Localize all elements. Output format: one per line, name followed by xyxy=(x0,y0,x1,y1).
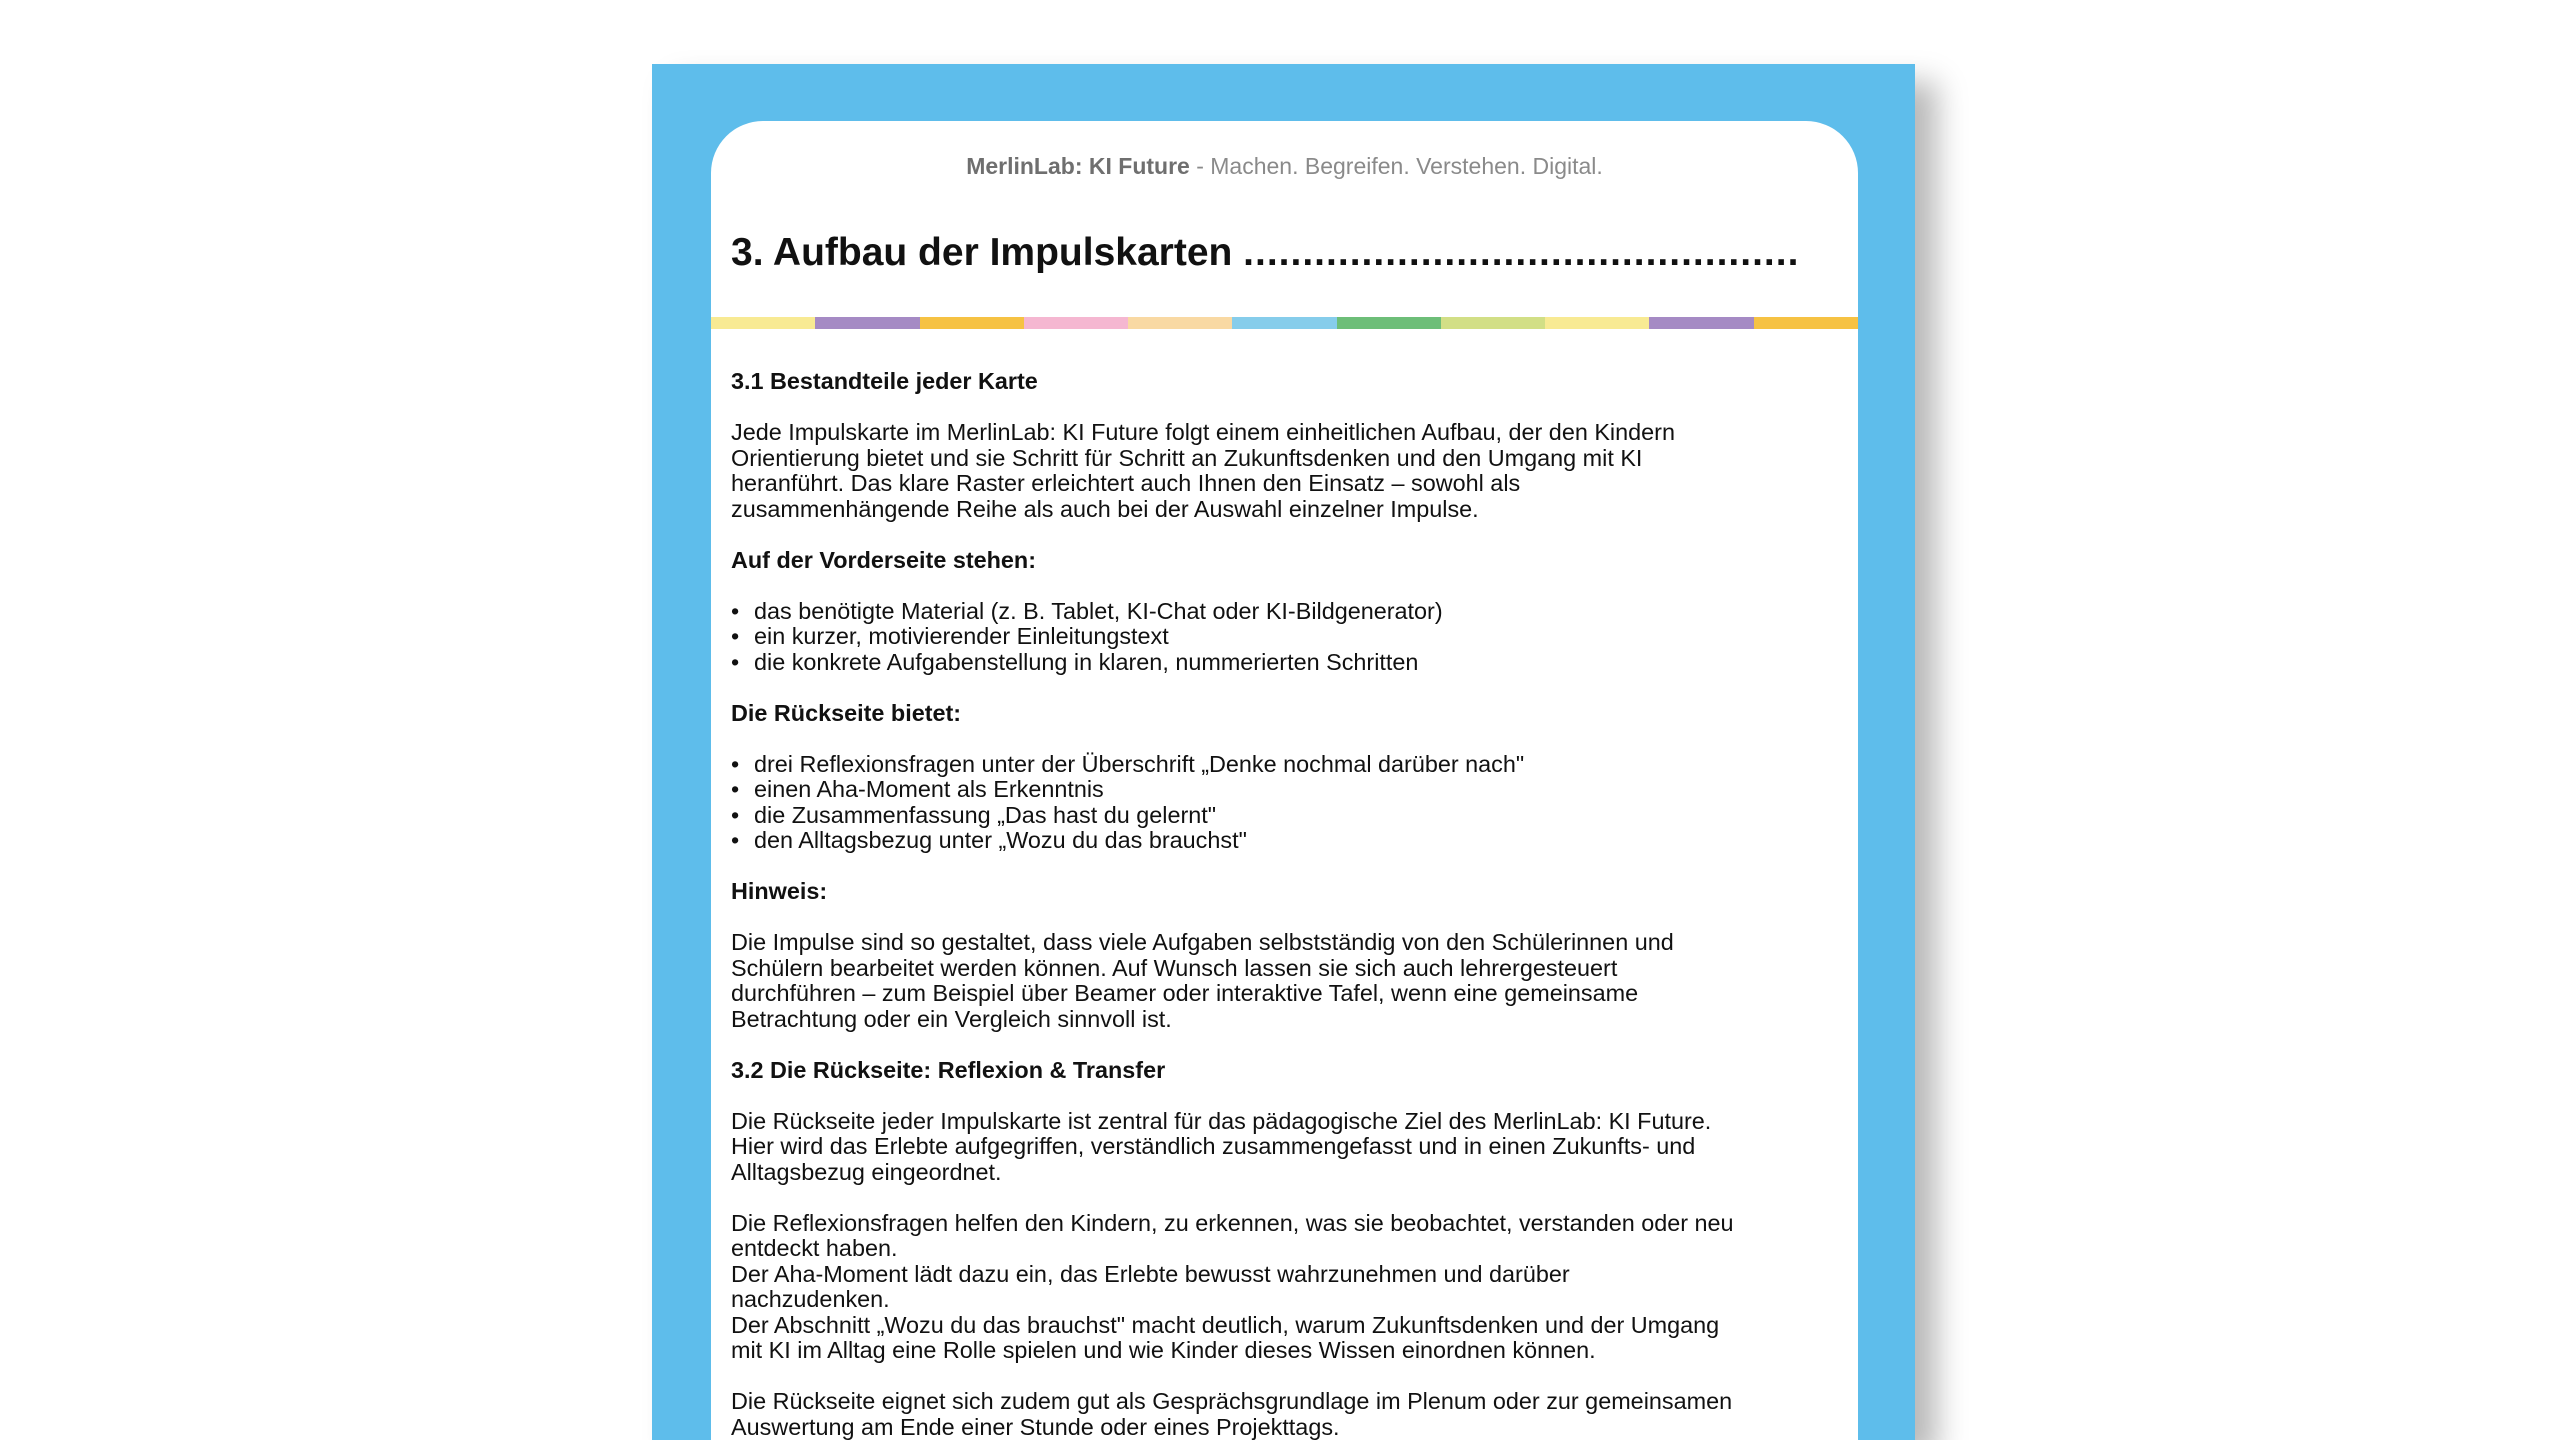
color-stripe-segment xyxy=(1545,317,1649,329)
page-title-text: 3. Aufbau der Impulskarten xyxy=(731,231,1244,274)
intro-paragraph xyxy=(731,420,1846,522)
header-brand: MerlinLab: KI Future xyxy=(966,153,1190,179)
header-tagline: - Machen. Begreifen. Verstehen. Digital. xyxy=(1189,153,1603,179)
text-line: Alltagsbezug eingeordnet. xyxy=(731,1158,1002,1185)
text-line: entdeckt haben. xyxy=(731,1235,898,1261)
text-line: Betrachtung oder ein Vergleich sinnvoll ist. xyxy=(731,1005,1172,1032)
list-item: • das benötigte Material (z. B. Tablet, KI-Chat oder KI-Bildgenerator) xyxy=(731,599,1846,625)
back-heading: Die Rückseite bietet: xyxy=(731,699,962,726)
document-content xyxy=(731,369,1846,1440)
color-stripe-segment xyxy=(1128,317,1232,329)
color-stripe-segment xyxy=(920,317,1024,329)
color-stripe-segment xyxy=(1024,317,1128,329)
text-line: Orientierung bietet und sie Schritt für Schritt an Zukunftsdenken und den Umgang mit KI xyxy=(731,444,1643,471)
text-line: Schülern bearbeitet werden können. Auf Wunsch lassen sie sich auch lehrergesteuert xyxy=(731,954,1618,981)
text-line: Die Rückseite jeder Impulskarte ist zentral für das pädagogische Ziel des MerlinLab: KI Future. xyxy=(731,1107,1712,1134)
color-stripe-segment xyxy=(1754,317,1858,329)
text-line: Der Aha-Moment lädt dazu ein, das Erlebte bewusst wahrzunehmen und darüber xyxy=(731,1260,1570,1287)
backside-paragraph-2 xyxy=(731,1211,1846,1364)
list-item: • einen Aha-Moment als Erkenntnis xyxy=(731,777,1846,803)
color-stripe-segment xyxy=(1649,317,1753,329)
backside-paragraph-3 xyxy=(731,1389,1846,1440)
list-item: • drei Reflexionsfragen unter der Überschrift „Denke nochmal darüber nach" xyxy=(731,752,1846,778)
text-line: heranführt. Das klare Raster erleichtert auch Ihnen den Einsatz – sowohl als xyxy=(731,470,1521,496)
backside-paragraph-1 xyxy=(731,1109,1846,1186)
note-paragraph xyxy=(731,930,1846,1032)
color-stripe-segment xyxy=(1232,317,1336,329)
text-line: mit KI im Alltag eine Rolle spielen und wie Kinder dieses Wissen einordnen können. xyxy=(731,1337,1596,1363)
color-stripe-segment xyxy=(1337,317,1441,329)
list-item: • ein kurzer, motivierender Einleitungstext xyxy=(731,624,1846,650)
front-heading: Auf der Vorderseite stehen: xyxy=(731,546,1037,573)
title-leader-dots: ............................................... xyxy=(1243,231,1800,274)
section-heading-3-1: 3.1 Bestandteile jeder Karte xyxy=(731,368,1038,394)
color-stripe xyxy=(711,317,1858,329)
section-heading-3-2: 3.2 Die Rückseite: Reflexion & Transfer xyxy=(731,1056,1166,1083)
text-line: Jede Impulskarte im MerlinLab: KI Future folgt einem einheitlichen Aufbau, der den Kindern xyxy=(731,419,1675,445)
document-header xyxy=(711,153,1858,180)
text-line: Die Impulse sind so gestaltet, dass viele Aufgaben selbstständig von den Schülerinnen und xyxy=(731,929,1674,955)
text-line: durchführen – zum Beispiel über Beamer oder interaktive Tafel, wenn eine gemeinsame xyxy=(731,980,1639,1006)
text-line: Die Rückseite eignet sich zudem gut als Gesprächsgrundlage im Plenum oder zur gemeinsamen xyxy=(731,1388,1733,1414)
color-stripe-segment xyxy=(1441,317,1545,329)
back-list xyxy=(731,752,1846,854)
text-line: Auswertung am Ende einer Stunde oder eines Projekttags. xyxy=(731,1413,1340,1440)
document-page xyxy=(711,121,1858,1440)
text-line: Hier wird das Erlebte aufgegriffen, verständlich zusammengefasst und in einen Zukunfts- und xyxy=(731,1133,1696,1159)
list-item: • die Zusammenfassung „Das hast du gelernt" xyxy=(731,803,1846,829)
page-title xyxy=(731,231,1841,275)
color-stripe-segment xyxy=(815,317,919,329)
text-line: zusammenhängende Reihe als auch bei der Auswahl einzelner Impulse. xyxy=(731,495,1479,522)
text-line: Der Abschnitt „Wozu du das brauchst" macht deutlich, warum Zukunftsdenken und der Umgang xyxy=(731,1311,1720,1338)
color-stripe-segment xyxy=(711,317,815,329)
text-line: nachzudenken. xyxy=(731,1286,890,1312)
list-item: • die konkrete Aufgabenstellung in klaren, nummerierten Schritten xyxy=(731,650,1846,676)
note-heading: Hinweis: xyxy=(731,878,828,904)
front-list xyxy=(731,599,1846,676)
text-line: Die Reflexionsfragen helfen den Kindern, zu erkennen, was sie beobachtet, verstanden oder neu xyxy=(731,1209,1734,1236)
list-item: • den Alltagsbezug unter „Wozu du das brauchst" xyxy=(731,828,1846,854)
